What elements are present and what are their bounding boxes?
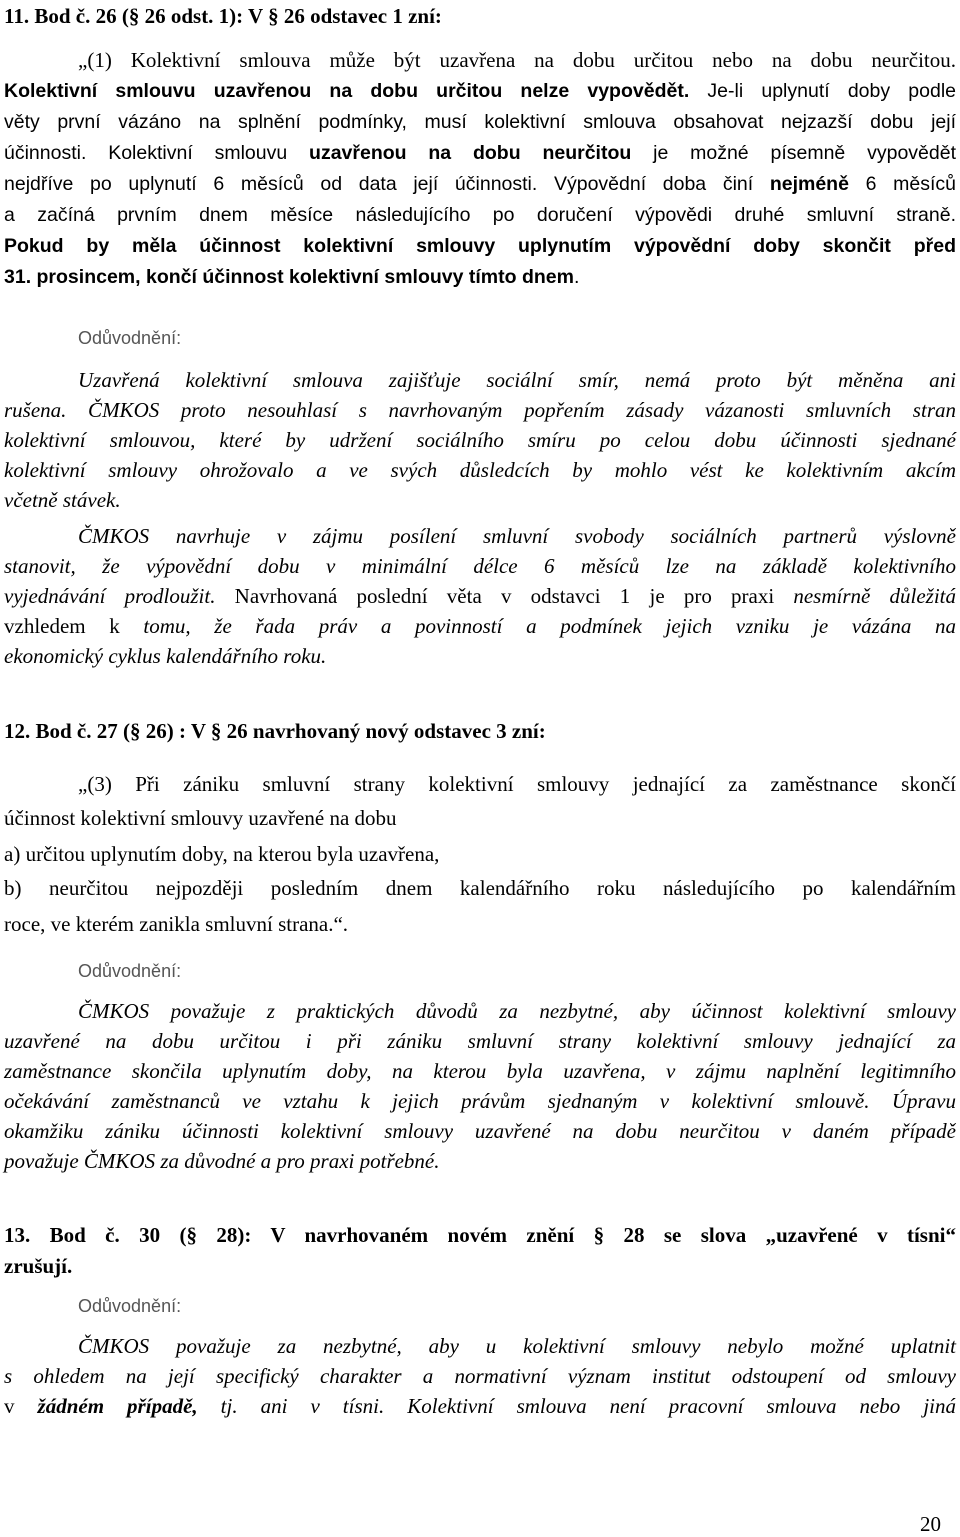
justification-line: ČMKOS považuje za nezbytné, aby u kolektivní smlouvy nebylo možné uplatnit: [78, 1334, 956, 1358]
text: Navrhovaná poslední věta v odstavci 1 je pro praxi: [215, 584, 794, 608]
section-13-heading: 13. Bod č. 30 (§ 28): V navrhovaném novém znění § 28 se slova „uzavřené v tísni“: [4, 1223, 956, 1247]
quote-line: účinnost kolektivní smlouvy uzavřené na dobu: [4, 806, 397, 830]
quote-line: [4, 75, 956, 107]
justification-line: ekonomický cyklus kalendářního roku.: [4, 644, 327, 668]
justification-line: ČMKOS navrhuje v zájmu posílení smluvní svobody sociálních partnerů výslovně: [78, 524, 956, 548]
bold-text: Kolektivní smlouvu uzavřenou na dobu určitou nelze vypovědět.: [4, 80, 690, 102]
justification-line: kolektivní smlouvy ohrožovalo a ve svých důsledcích by mohlo vést ke kolektivním akcím: [4, 458, 956, 482]
page-number: 20: [920, 1512, 941, 1536]
quote-line: [4, 137, 956, 169]
justification-line: kolektivní smlouvou, které by udržení sociálního smíru po celou dobu účinnosti sjednané: [4, 428, 956, 452]
justification-line: považuje ČMKOS za důvodné a pro praxi potřebné.: [4, 1149, 440, 1173]
justification-line: s ohledem na její specifický charakter a normativní význam institut odstoupení od smlouvy: [4, 1364, 956, 1388]
justification-label: Odůvodnění:: [78, 328, 182, 348]
italic-text: tj. ani v tísni. Kolektivní smlouva není pracovní smlouva nebo jiná: [197, 1394, 956, 1418]
justification-line: včetně stávek.: [4, 488, 121, 512]
justification-line: očekávání zaměstnanců ve vztahu k jejich právům sjednaným v kolektivní smlouvě. Úpravu: [4, 1089, 956, 1113]
text: účinnosti. Kolektivní smlouvu: [4, 142, 310, 164]
justification-line: stanovit, že výpovědní dobu v minimální délce 6 měsíců lze na základě kolektivního: [4, 554, 956, 578]
bold-text: uzavřenou na dobu neurčitou: [309, 142, 632, 164]
quote-line: „(1) Kolektivní smlouva může být uzavřena na dobu určitou nebo na dobu neurčitou.: [78, 48, 956, 72]
justification-line: okamžiku zániku účinnosti kolektivní smlouvy uzavřené na dobu neurčitou v daném případě: [4, 1119, 956, 1143]
text: je možné písemně vypovědět: [631, 142, 956, 164]
quote-line: „(3) Při zániku smluvní strany kolektivní smlouvy jednající za zaměstnance skončí: [78, 772, 956, 796]
justification-line: Uzavřená kolektivní smlouva zajišťuje sociální smír, nemá proto být měněna ani: [78, 368, 956, 392]
justification-line: [4, 610, 956, 642]
text: vzhledem k: [4, 614, 120, 638]
text: v: [4, 1394, 38, 1418]
italic-text: nesmírně důležitá: [793, 584, 957, 608]
italic-text: vyjednávání prodloužit.: [4, 584, 216, 608]
justification-line: uzavřené na dobu určitou i při zániku smluvní strany kolektivní smlouvy jednající za: [4, 1029, 956, 1053]
justification-line: [4, 1390, 956, 1422]
justification-label: Odůvodnění:: [78, 1296, 182, 1316]
quote-line: a začíná prvním dnem měsíce následujícího po doručení výpovědi druhé smluvní straně.: [4, 204, 956, 226]
text: .: [573, 266, 580, 288]
quote-line: Pokud by měla účinnost kolektivní smlouvy uplynutím výpovědní doby skončit před: [4, 235, 956, 257]
quote-line: b) neurčitou nejpozději posledním dnem kalendářního roku následujícího po kalendářním: [4, 876, 956, 900]
text: nejdříve po uplynutí 6 měsíců od data její účinnosti. Výpovědní doba činí: [4, 173, 770, 195]
bold-text: nejméně: [769, 173, 849, 195]
text: Je-li uplynutí doby podle: [689, 80, 957, 102]
section-12-heading: 12. Bod č. 27 (§ 26) : V § 26 navrhovaný nový odstavec 3 zní:: [4, 719, 546, 743]
bold-text: 31. prosincem, končí účinnost kolektivní smlouvy tímto dnem: [4, 266, 574, 288]
quote-line: roce, ve kterém zanikla smluvní strana.“.: [4, 912, 349, 936]
bold-italic-text: žádném případě,: [37, 1394, 198, 1418]
section-11-heading: 11. Bod č. 26 (§ 26 odst. 1): V § 26 odstavec 1 zní:: [4, 4, 442, 28]
justification-label: Odůvodnění:: [78, 961, 182, 981]
quote-line: věty první vázáno na splnění podmínky, musí kolektivní smlouva obsahovat nejzazší dobu její: [4, 111, 956, 133]
text: 6 měsíců: [848, 173, 956, 195]
italic-text: tomu, že řada práv a povinností a podmínek jejich vzniku je vázána na: [119, 614, 956, 638]
justification-line: [4, 580, 956, 612]
quote-line: [4, 168, 956, 200]
justification-line: ČMKOS považuje z praktických důvodů za nezbytné, aby účinnost kolektivní smlouvy: [78, 999, 956, 1023]
quote-line: [4, 261, 956, 293]
justification-line: zaměstnance skončila uplynutím doby, na kterou byla uzavřena, v zájmu naplnění legitimního: [4, 1059, 956, 1083]
justification-line: rušena. ČMKOS proto nesouhlasí s navrhovaným popřením zásady vázanosti smluvních stran: [4, 398, 956, 422]
quote-line: a) určitou uplynutím doby, na kterou byla uzavřena,: [4, 842, 440, 866]
section-13-heading-continued: zrušují.: [4, 1254, 73, 1278]
